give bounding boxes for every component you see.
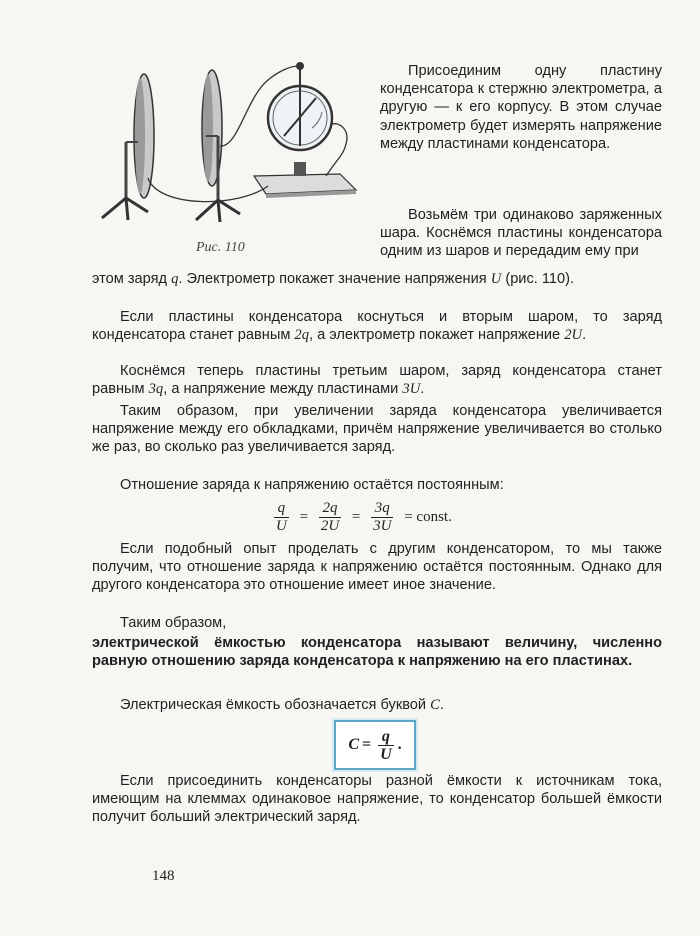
text-span: . — [420, 381, 425, 398]
paragraph-5: Таким образом, при увеличении заряда конденсатора увеличивается напряжение между его обкладками, причём напряжение увеличивается во столько же раз, во сколько раз увеличивается заряд. — [92, 403, 662, 456]
const-term: = const. — [404, 509, 452, 525]
numerator: q — [378, 728, 394, 746]
symbol-3u: 3U — [402, 381, 421, 398]
text-span: . — [439, 697, 444, 713]
page-number: 148 — [152, 868, 175, 884]
text-span: . — [582, 327, 587, 344]
equals-sign: = — [351, 509, 361, 525]
capacitor-electrometer-figure — [88, 58, 376, 268]
capacitance-definition: электрической ёмкостью конденсатора называют величину, численно равную отношению заряда конденсатора к напряжению на его пластинах. — [92, 635, 662, 670]
fraction-q-u — [378, 728, 394, 763]
period: . — [397, 736, 402, 753]
paragraph-9 — [92, 696, 662, 714]
numerator: 3q — [371, 500, 393, 518]
numerator: q — [274, 500, 289, 518]
symbol-q: q — [171, 271, 179, 287]
text-span: , а напряжение между пластинами — [163, 381, 403, 398]
symbol-2q: 2q — [294, 327, 310, 344]
symbol-u: U — [490, 271, 502, 287]
symbol-2u: 2U — [564, 327, 583, 344]
paragraph-7: Если подобный опыт проделать с другим конденсатором, то мы также получим, что отношение заряда к напряжению остаётся постоянным. Однако для другого конденсатора это отношение имеет иное значение. — [92, 541, 662, 594]
text-span: Если пластины конденсатора коснуться и вторым шаром, то заряд конденсатора станет равным — [92, 309, 662, 344]
symbol-3q: 3q — [148, 381, 164, 398]
apparatus-illustration — [88, 58, 376, 238]
text-span: (рис. 110). — [501, 271, 575, 287]
paragraph-1: Присоединим одну пластину конденсатора к стержню электрометра, а другую — к его корпусу. В этом случае электрометр будет измерять напряжение между пластинами конденсатора. — [380, 63, 662, 152]
symbol-c: C — [430, 697, 440, 713]
denominator: 2U — [320, 518, 340, 534]
capacitance-formula-box — [334, 720, 416, 770]
text-span: . Электрометр покажет значение напряжения — [178, 271, 491, 287]
denominator: 3U — [373, 518, 392, 534]
text-span: , а электрометр покажет напряжение — [309, 327, 565, 344]
paragraph-10: Если присоединить конденсаторы разной ёмкости к источникам тока, имеющим на клеммах одинаковое напряжение, то конденсатор большей ёмкости получит больший электрический заряд. — [92, 773, 662, 826]
figure-caption: Рис. 110 — [196, 240, 245, 255]
numerator: 2q — [319, 500, 341, 518]
text-span: Коснёмся теперь пластины третьим шаром, заряд конденсатора станет равным — [92, 363, 662, 398]
ratio-formula — [270, 500, 530, 540]
paragraph-2-continuation — [92, 270, 662, 288]
fraction-2q-2u — [319, 500, 341, 535]
paragraph-4 — [92, 362, 662, 398]
paragraph-8: Таким образом, — [120, 615, 227, 631]
paragraph-6: Отношение заряда к напряжению остаётся постоянным: — [120, 477, 504, 493]
text-span: этом заряд — [92, 271, 172, 287]
symbol-c: C — [348, 736, 359, 753]
denominator: U — [380, 745, 392, 763]
equals-sign: = — [361, 736, 372, 753]
paragraph-3 — [92, 308, 662, 344]
equals-sign: = — [299, 509, 309, 525]
paragraph-2-right: Возьмём три одинаково заряженных шара. Коснёмся пластины конденсатора одним из шаров и передадим ему при — [380, 207, 662, 260]
denominator: U — [276, 518, 287, 534]
text-span: Электрическая ёмкость обозначается буквой — [120, 697, 431, 713]
fraction-3q-3u — [371, 500, 393, 535]
fraction-q-u — [274, 500, 289, 535]
